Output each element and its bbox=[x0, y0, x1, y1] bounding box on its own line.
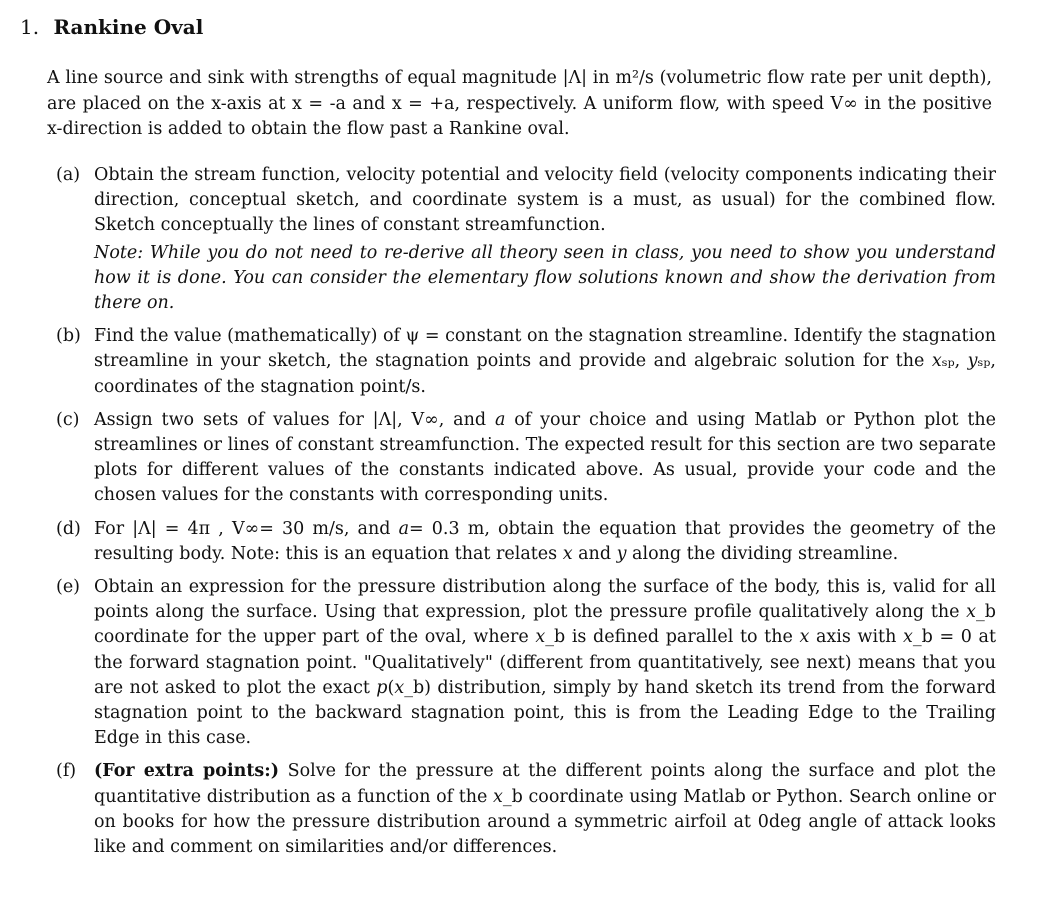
sub-question-list bbox=[56, 163, 996, 868]
item-marker: (d) bbox=[56, 518, 81, 539]
item-text: Obtain an expression for the pressure distribution along the surface of the body, this is, valid for all points along the surface. Using that expression, plot the pressure profile qualitatively along the 𝑥_b coordinate for the upper part of the oval, where 𝑥_b is defined parallel to the 𝑥 axis with 𝑥_b = 0 at the forward stagnation point. "Qualitatively" (different from quantitatively, see next) means that you are not asked to plot the exact 𝑝(𝑥_b) distribution, simply by hand sketch its trend from the forward stagnation point to the backward stagnation point, this is from the Leading Edge to the Trailing Edge in this case. bbox=[94, 577, 996, 749]
problem-title: Rankine Oval bbox=[53, 15, 204, 39]
item-text: For |Λ| = 4π , V∞= 30 m/s, and 𝑎= 0.3 m, obtain the equation that provides the geometry of the resulting body. Note: this is an equation that relates 𝑥 and 𝑦 along the dividing streamline. bbox=[94, 518, 996, 564]
item-marker: (c) bbox=[56, 409, 80, 430]
item-text: Find the value (mathematically) of ψ = constant on the stagnation streamline. Identify the stagnation streamline in your sketch, the stagnation points and provide and algebraic solution for the 𝑥ₛₚ, 𝑦ₛₚ, coordinates of the stagnation point/s. bbox=[94, 326, 996, 397]
problem-heading bbox=[20, 14, 203, 40]
sub-question-c bbox=[56, 408, 996, 509]
item-text: Assign two sets of values for |Λ|, V∞, and 𝑎 of your choice and using Matlab or Python plot the streamlines or lines of constant streamfunction. The expected result for this section are two separate plots for different values of the constants indicated above. As usual, provide your code and the chosen values for the constants with corresponding units. bbox=[94, 409, 996, 506]
sub-question-f bbox=[56, 759, 996, 860]
item-text: Solve for the pressure at the different points along the surface and plot the quantitative distribution as a function of the 𝑥_b coordinate using Matlab or Python. Search online or on books for how the pressure distribution around a symmetric airfoil at 0deg angle of attack looks like and comment on similarities and/or differences. bbox=[94, 761, 996, 858]
item-note: Note: While you do not need to re-derive all theory seen in class, you need to show you understand how it is done. You can consider the elementary flow solutions known and show the derivation from there on. bbox=[94, 242, 996, 314]
sub-question-a bbox=[56, 163, 996, 316]
item-marker: (f) bbox=[56, 761, 77, 782]
sub-question-b bbox=[56, 324, 996, 400]
sub-question-e bbox=[56, 575, 996, 751]
item-marker: (e) bbox=[56, 577, 81, 598]
item-marker: (a) bbox=[56, 165, 81, 185]
extra-points-label: (For extra points:) bbox=[94, 761, 280, 782]
sub-question-d bbox=[56, 517, 996, 567]
item-text: Obtain the stream function, velocity potential and velocity field (velocity components indicating their direction, conceptual sketch, and coordinate system is a must, as usual) for the combined flow. Sketch conceptually the lines of constant streamfunction. bbox=[94, 165, 996, 236]
item-marker: (b) bbox=[56, 326, 81, 347]
problem-intro: A line source and sink with strengths of equal magnitude |Λ| in m²/s (volumetric flow rate per unit depth), are placed on the x-axis at x = -a and x = +a, respectively. A uniform flow, with speed V∞ in the positive x-direction is added to obtain the flow past a Rankine oval. bbox=[47, 68, 992, 139]
problem-number: 1. bbox=[20, 15, 40, 39]
